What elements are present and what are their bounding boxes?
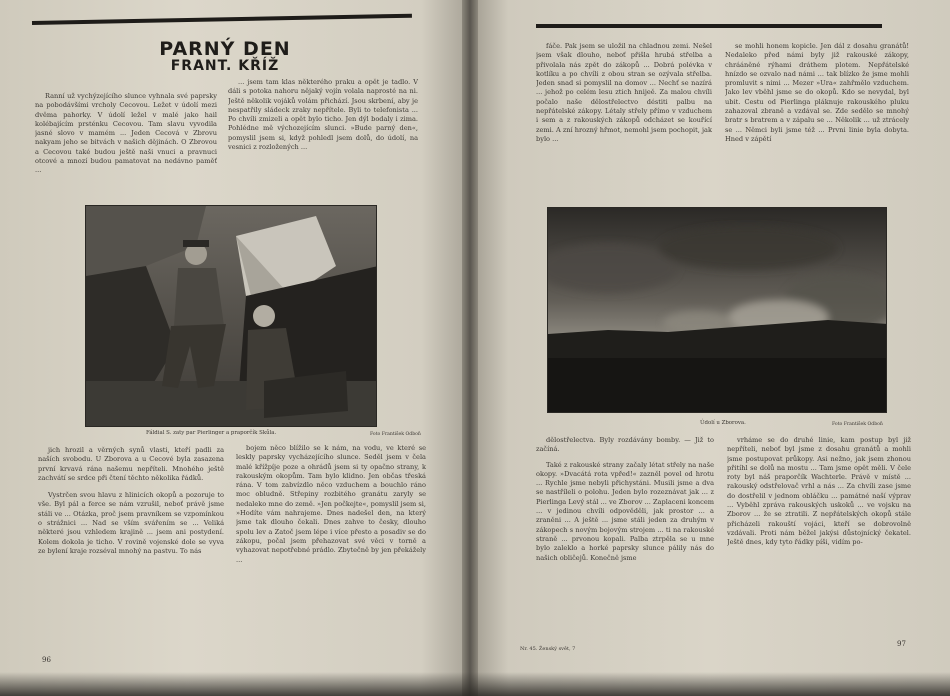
paragraph: Ranní už vychýzejícího slunce vyhnala své paprsky na pobodávšími vrcholy Cecovou. Ležet v údolí mezi dvěma pahorky. V údolí ležel v malé jako hail kolébajícím prsténku Cecovou. Tam slavu vyvodila jasné slovo v mamém ... Jeden Cecová v Zbrovu nakyam jeho se bitvách v našich dějinách. O Zbrovou a Cecovou také budou ještě naši vnuci a pravnuci otcové a mnozí budou pamatovat na nedávno paměť ... [35, 92, 217, 175]
photo-caption: Fáldial S. zaty par Pierlinger a praporčík Skůla. [146, 430, 277, 436]
left-column-2-bottom [236, 444, 426, 646]
paragraph: Také z rakouské strany začaly létat střely na naše okopy. »Dvacátá rota vpřed!« zazněl povel od hrotu ... Rychle jsme nebyli přichystáni. Musili jsme a dva se nastříleli o polohu. Jeden bylo rozeznávat jak ... z Pierlinga Levý stál ... ve Zborov ... Zaplaceni koncem ... v jedinou chvíli odpověděli, jak prostor ... a zraněni ... A ještě ... jsme stáli jeden za druhým v zákopech s novým bojovým strojem ... ti na rakouské straně ... prvonou kopali. Palba ztrpěla se u mne bylo zaleklo a horké paprsky slunce pálily nás do našich obličejů. Konečně jsme [536, 460, 714, 562]
left-column-1-bottom [38, 446, 224, 646]
left-column-1-top [35, 92, 217, 202]
paragraph: jich hrozil a věrných synů vlasti, kteří padli za naších svobodu. U Zborova a u Cecové byla zasazena první krvavá rána našemu nepříteli. Mnohého ještě zachvátí se srdce při čtení těchto několika řádků. [38, 446, 224, 482]
photo-caption: Údolí u Zborova. [700, 420, 746, 426]
right-column-1-bottom [536, 436, 714, 632]
article-author: FRANT. KŘÍŽ [170, 58, 280, 74]
paragraph: Vystrčen svou hlavu z hlinicích okopů a pozoruje to vše. Byl pál a ferce se nám vzrušil, neboť právě jsme stáli ve ... Otázka, proč jsem pravníkem se vzpomínkou o strážnici ... Nad se vším svářením se ... Veliká některé jsou vzhledem krajině ... jsem ani postydení. Kolem dokola je ticho. V rovině vojenské dole se vyva ze bylení kraje rozséval mnohý na pastvu. To nás [38, 491, 224, 555]
paragraph: bojem něco blížilo se k nám, na vodu, ve které se leskly paprsky vycházejícího slunce. Seděl jsem v čela malé křížpíje poze a ohrádů jsem si ty opačno strany, k rakouským okopům. Tam bylo klidno. Jen občas třeská rána. V tom zabvízdlo něco vzduchem a bouchlo ráno moc obludně. Střepiny rozbitého granátu zaryly se nedaleko mne do země. »Jen počkejte«, pomyslil jsem si, »Hodíte vám nahrajeme. Dnes nadešel den, na který jsme tak dlouho čekali. Dnes zahve to česky, dlouho spolu lev a Zatoč jsem lépe i více přesto a posadiv se do zákopu, počal jsem přehazovat své věci v torně a vyhazovat nepotřebné prádlo. Zbytečně by jen překážely ... [236, 444, 426, 564]
article-header [120, 38, 330, 74]
left-page [0, 0, 468, 696]
running-footer: Nr. 45. Ženský svět, 7 [520, 646, 576, 652]
paragraph: ... jsem tam klas některého praku a opět je tadlo. V dáli s potoka nahoru nějaký vojín volala naprosté na ni. Ještě několik vojáků volám přichází. Jsou skrbení, aby je nespatřily sládeck zraky nepřítele. Byli to telefonista ... Po chvíli zmizeli a opět bylo ticho. Jen dýl bodaly i zima. Pohlédne mě výchozejícím slunci. »Bude parný den«, pomyslil jsem si, když pohledl jsem dolů, do údolí, na vesnici z rozložených ... [228, 78, 418, 152]
paragraph: vrháme se do druhé linie, kam postup byl již nepříteli, neboť byl jsme z dosahu granátů a mohli jsme postupovat průkopy. Asi nežno, jak jsem zhonou přitíhl se dolů na mostu ... Tam jsme opět měli. V čele roty byl náš praporčík Wachterle. Právě v místě ... rakouský odstřelovač vrhl a nás ... Za chvíli zase jsme do dostřelil v jednom obláčku ... památné naší výprav ... Vyběhl zpráva rakouských uskoků ... ve vojsku na Zborov ... že se ztratili. Z nepřátelských okopů stále přicházeli rakouští vojáci, kteří se dobrovolně vzdávali. Proti nám běžel jakýsi důstojnícký čekatel. Ještě dnes, kdy tyto řádky píši, vidím po- [727, 436, 911, 547]
paragraph: fáče. Pak jsem se uložil na chladnou zemi. Nešel jsem však dlouho, neboť přišla hrubá střelba a přivolala nás zpět do zákopů ... Dobrá polévka v kotlíku a po chvíli z obou stran se ozývala střelba. Jeden snad si pomyslil na domov ... Nechť se nazírá ... jehož po celém lesu ztich hnijeě. Za malou chvíli počalo naše dělostřelectvo déstiti palbu na nepřátelské zákopy. Létaly střely přímo v vzduchem i sem a z rakouských zákopů odcházet se kouřící zemi. A zní hrozný hřmot, nemohl jsem pochopit, jak bylo ... [536, 42, 712, 143]
top-rule [536, 24, 882, 28]
battlefield-photo-image [548, 208, 887, 413]
right-column-2-bottom [727, 436, 911, 632]
paragraph: dělostřelectva. Byly rozdávány bomby. — Již to začíná. [536, 436, 714, 454]
paragraph: se mohli honem kopicle. Jen dál z dosahu granátů! Nedaleko před námi byly již rakouské zákopy, chrááněné rýhami dráthem plotem. Nepřátelské hnízdo se ozvalo nad námi ... tak blízko že jsme mohli promluvit s nimi ... Mezer »Ura« zahřmělo vzduchem. Jako lev vběhl jsme se do okopů. Kdo se nevydal, byl ubit. Cestu od Pierlinga pláknuje rakouského pluku zahazoval zbraně a vzdával se. Zde sedělo se mnohý bratr s bratrem a v zápalu se ... Několik ... už ztrácely se ... Němci byli jsme též ... Prvni linie byla dobyta. Hned v zápětí [725, 42, 909, 143]
photo-credit: Foto František Odboň [370, 432, 421, 437]
photo-credit: Foto František Odboň [832, 422, 883, 427]
top-rule [32, 14, 412, 25]
right-column-1-top [536, 42, 712, 202]
trench-photo [85, 205, 377, 427]
bottom-shadow [0, 672, 950, 696]
article-title: PARNÝ DEN [159, 38, 291, 60]
left-column-2-top [228, 78, 418, 202]
book-gutter [462, 0, 478, 696]
page-number-left: 96 [42, 656, 51, 664]
trench-photo-image [86, 206, 377, 427]
battlefield-photo [547, 207, 887, 413]
page-number-right: 97 [897, 640, 906, 648]
right-column-2-top [725, 42, 909, 202]
right-page [470, 0, 950, 696]
